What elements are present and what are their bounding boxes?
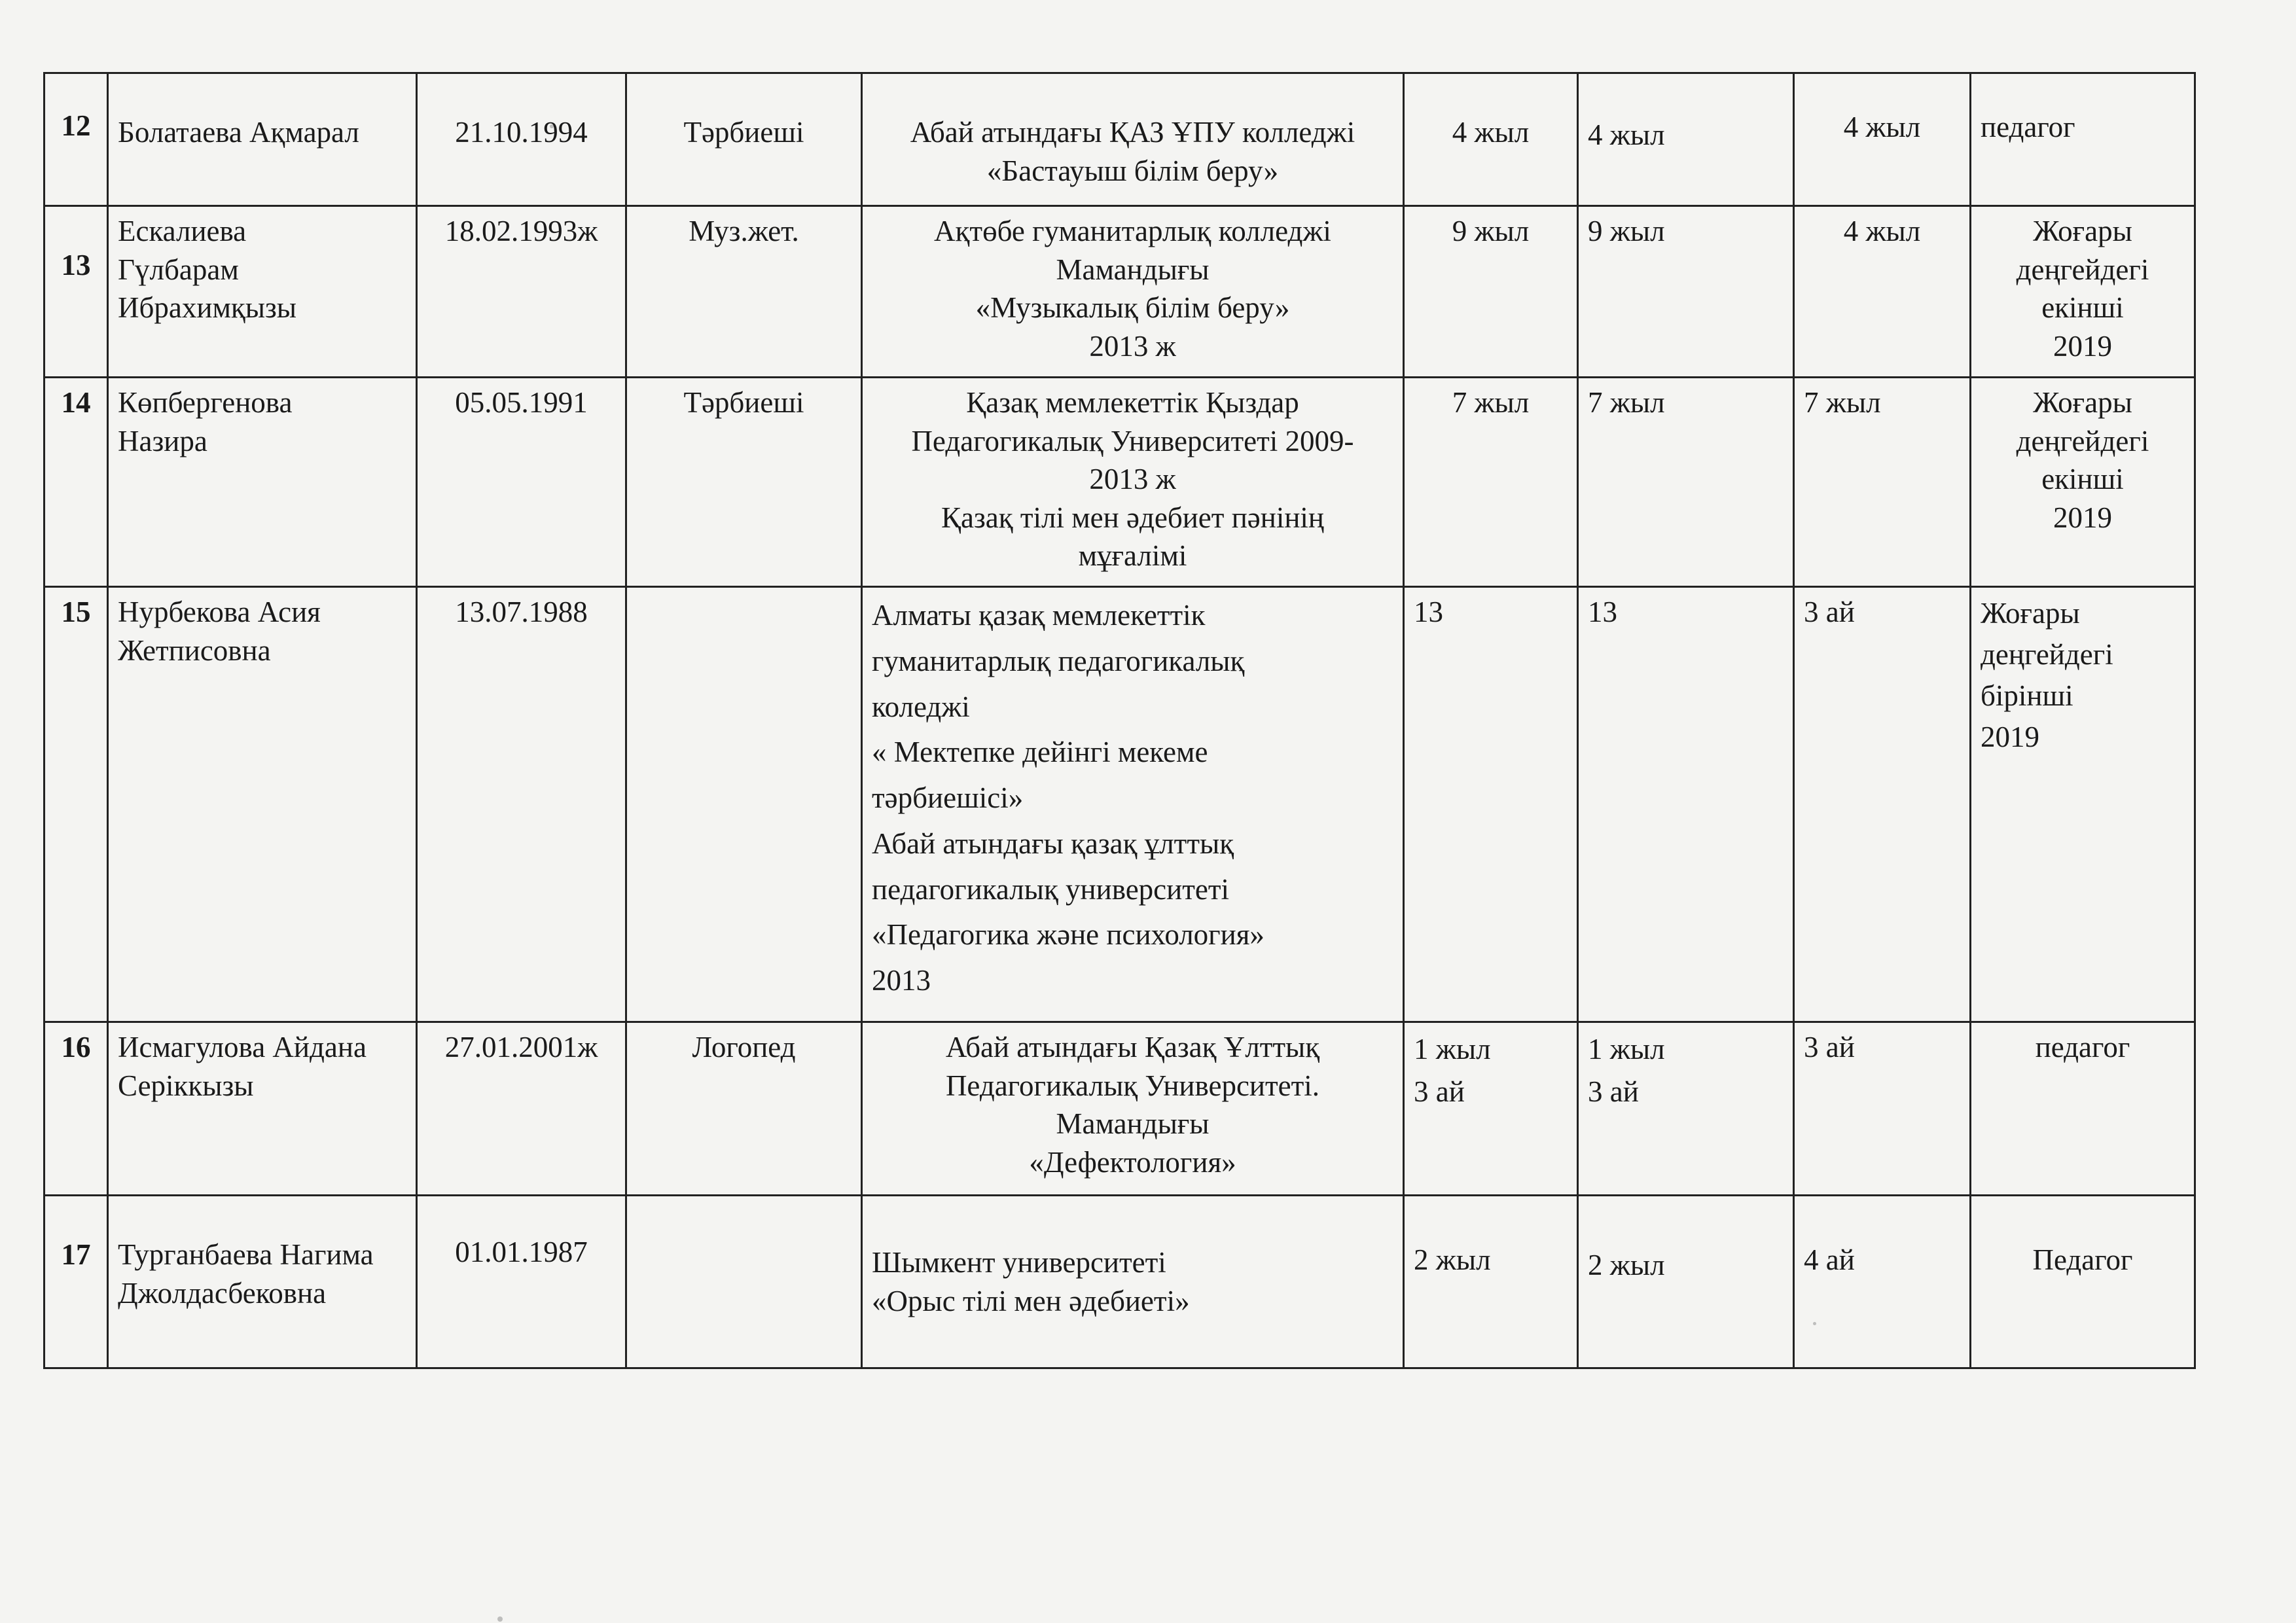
total-experience: 13 (1404, 587, 1578, 1022)
birth-date: 13.07.1988 (417, 587, 626, 1022)
position (626, 1196, 862, 1368)
table-row (45, 378, 2195, 587)
qualification-category: педагог (1971, 1022, 2195, 1196)
education: Абай атындағы ҚАЗ ҰПУ колледжі «Бастауыш білім беру» (862, 73, 1404, 206)
total-experience: 9 жыл (1404, 206, 1578, 378)
qualification-category: педагог (1971, 73, 2195, 206)
position (626, 587, 862, 1022)
row-number: 12 (45, 73, 108, 206)
birth-date: 27.01.2001ж (417, 1022, 626, 1196)
row-number: 16 (45, 1022, 108, 1196)
organization-experience: 7 жыл (1794, 378, 1971, 587)
total-experience: 4 жыл (1404, 73, 1578, 206)
total-experience: 2 жыл (1404, 1196, 1578, 1368)
employee-name: Болатаева Ақмарал (108, 73, 417, 206)
table-row (45, 1196, 2195, 1368)
education: Алматы қазақ мемлекеттік гуманитарлық педагогикалық коледжі « Мектепке дейінгі мекеме тәрбиешісі» Абай атындағы қазақ ұлттық педагогикалық университеті «Педагогика және психология» 2013 (862, 587, 1404, 1022)
education: Ақтөбе гуманитарлық колледжі Мамандығы «Музыкалық білім беру» 2013 ж (862, 206, 1404, 378)
table-row (45, 587, 2195, 1022)
total-experience: 1 жыл 3 ай (1404, 1022, 1578, 1196)
organization-experience: 4 жыл (1794, 206, 1971, 378)
row-number: 14 (45, 378, 108, 587)
organization-experience: 4 ай (1794, 1196, 1971, 1368)
row-number: 15 (45, 587, 108, 1022)
organization-experience: 4 жыл (1794, 73, 1971, 206)
employee-name: Исмагулова Айдана Серіккызы (108, 1022, 417, 1196)
pedagogical-experience: 2 жыл (1578, 1196, 1794, 1368)
birth-date: 21.10.1994 (417, 73, 626, 206)
position: Тәрбиеші (626, 378, 862, 587)
education: Шымкент университеті «Орыс тілі мен әдебиеті» (862, 1196, 1404, 1368)
organization-experience: 3 ай (1794, 587, 1971, 1022)
employee-name: Турганбаева Нагима Джолдасбековна (108, 1196, 417, 1368)
position: Логопед (626, 1022, 862, 1196)
qualification-category: Жоғары деңгейдегі бірінші 2019 (1971, 587, 2195, 1022)
organization-experience: 3 ай (1794, 1022, 1971, 1196)
pedagogical-experience: 9 жыл (1578, 206, 1794, 378)
education: Абай атындағы Қазақ Ұлттық Педагогикалық Университеті. Мамандығы «Дефектология» (862, 1022, 1404, 1196)
total-experience: 7 жыл (1404, 378, 1578, 587)
qualification-category: Жоғары деңгейдегі екінші 2019 (1971, 378, 2195, 587)
employee-name: Көпбергенова Назира (108, 378, 417, 587)
row-number: 17 (45, 1196, 108, 1368)
table-row (45, 1022, 2195, 1196)
table-row (45, 73, 2195, 206)
employee-name: Ескалиева Гүлбарам Ибрахимқызы (108, 206, 417, 378)
birth-date: 05.05.1991 (417, 378, 626, 587)
scan-speck (497, 1616, 503, 1622)
row-number: 13 (45, 206, 108, 378)
birth-date: 01.01.1987 (417, 1196, 626, 1368)
pedagogical-experience: 4 жыл (1578, 73, 1794, 206)
position: Тәрбиеші (626, 73, 862, 206)
employee-name: Нурбекова Асия Жетписовна (108, 587, 417, 1022)
staff-table (43, 72, 2196, 1369)
table-row (45, 206, 2195, 378)
pedagogical-experience: 13 (1578, 587, 1794, 1022)
position: Муз.жет. (626, 206, 862, 378)
pedagogical-experience: 7 жыл (1578, 378, 1794, 587)
qualification-category: Педагог (1971, 1196, 2195, 1368)
qualification-category: Жоғары деңгейдегі екінші 2019 (1971, 206, 2195, 378)
birth-date: 18.02.1993ж (417, 206, 626, 378)
pedagogical-experience: 1 жыл 3 ай (1578, 1022, 1794, 1196)
education: Қазақ мемлекеттік Қыздар Педагогикалық Университеті 2009- 2013 ж Қазақ тілі мен әдебиет пәнінің мұғалімі (862, 378, 1404, 587)
